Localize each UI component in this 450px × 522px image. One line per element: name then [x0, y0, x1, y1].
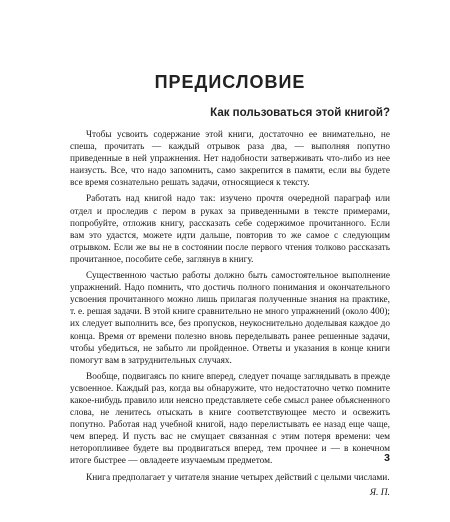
paragraph: Существенною частью работы должно быть самостоятельное выполнение упражнений. Надо помнить, что достичь полного понимания и окончательного усвоения прочитанного можно лишь прилагая полученные знания на практике, т. е. решая задачи. В этой книге сравнительно не много упражнений (около 400); их следует выполнить все, без пропусков, неукоснительно доделывая каждое до конца. Время от времени полезно вновь переделывать ранее решенные задачи, чтобы убедиться, не забыто ли пройденное. Ответы и указания в конце книги помогут вам в затруднительных случаях. — [70, 271, 390, 366]
section-heading: Как пользоваться этой книгой? — [210, 107, 390, 119]
author-signature: Я. П. — [369, 487, 390, 498]
paragraph: Книга предполагает у читателя знание четырех действий с целыми числами. — [86, 472, 390, 483]
paragraph: Вообще, подвигаясь по книге вперед, следует почаще заглядывать в прежде усвоенное. Каждый раз, когда вы обнаружите, что недостаточно четко помните какое-нибудь правило или неясно представляете себе смысл ранее объясненного слова, не ленитесь отыскать в книге соответствующее место и освежить попутно. Работая над учебной книгой, надо перелистывать ее назад еще чаще, чем вперед. И пусть вас не смущает связанная с этим потеря времени: чем нетороплиивее будете вы продвигаться вперед, тем прочнее и — в конечном итоге быстрее — овладеете изучаемым предметом. — [70, 371, 390, 467]
book-page — [0, 72, 450, 522]
page-number: 3 — [384, 452, 390, 464]
paragraph: Чтобы усвоить содержание этой книги, достаточно ее внимательно, не спеша, прочитать — каждый отрывок раза два, — выполняя попутно приведенные в ней упражнения. Нет надобности затверживать что-либо из нее наизусть. Все, что надо запомнить, само закрепится в памяти, если вы будете все время сознательно решать задачи, относящиеся к тексту. — [70, 130, 390, 189]
paragraph: Работать над книгой надо так: изучено прочтя очередной параграф или отдел и проследив с пером в руках за приведенными в тексте примерами, попробуйте, отложив книгу, рассказать себе содержимое прочитанного. Если вам это удастся, можете идти дальше, повторив то же самое с следующим отрывком. Если же вы не в состоянии после первого чтения толково рассказать прочитанное, пособите себе, заглянув в книгу. — [70, 194, 390, 265]
page-title: ПРЕДИСЛОВИЕ — [154, 72, 306, 92]
